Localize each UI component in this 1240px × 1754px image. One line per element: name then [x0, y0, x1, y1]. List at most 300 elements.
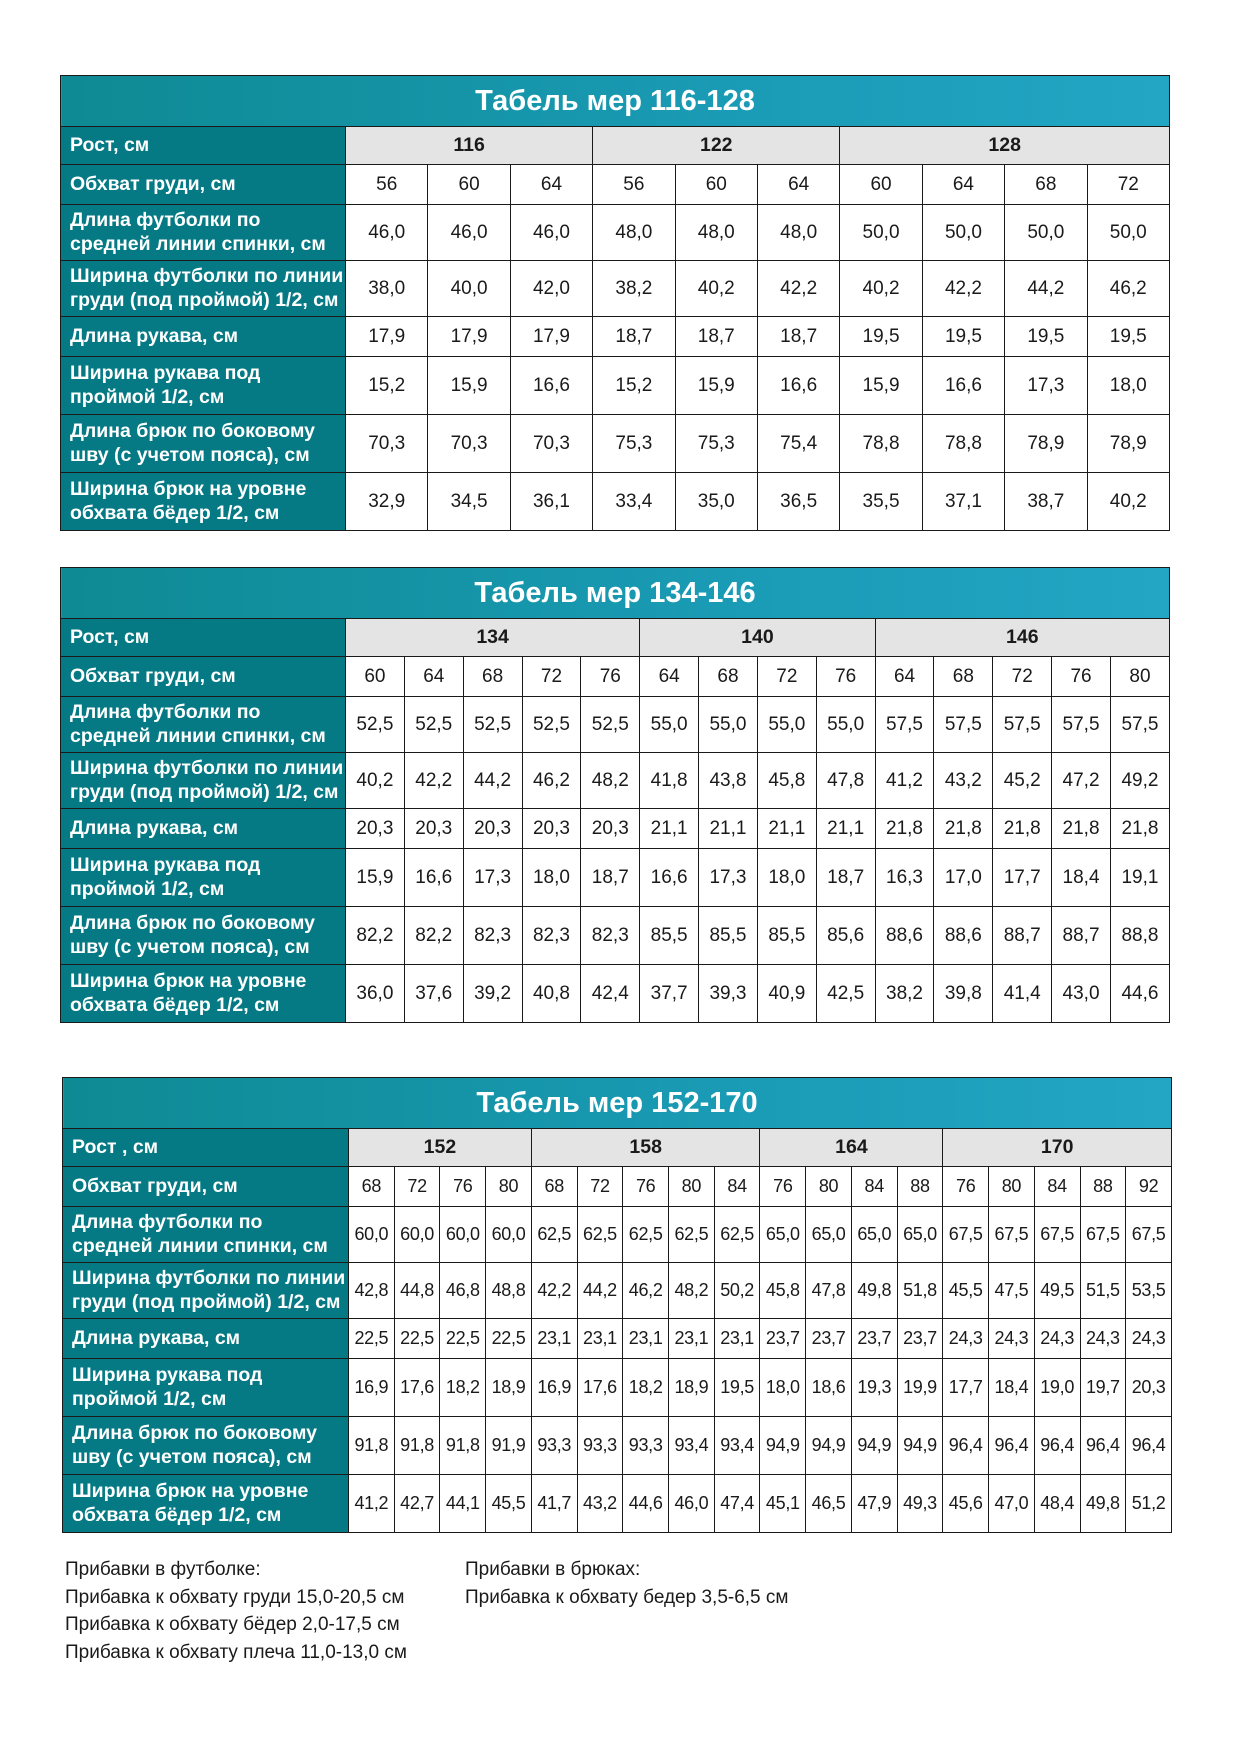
value-cell: 93,3 [577, 1417, 623, 1475]
value-cell: 21,8 [1110, 809, 1169, 849]
value-cell: 88,7 [993, 907, 1052, 965]
value-cell: 37,1 [922, 473, 1004, 531]
value-cell: 18,7 [816, 849, 875, 907]
value-cell: 96,4 [989, 1417, 1035, 1475]
chest-cell: 68 [463, 657, 522, 697]
value-cell: 22,5 [394, 1319, 440, 1359]
chest-cell: 76 [943, 1167, 989, 1207]
value-cell: 16,6 [404, 849, 463, 907]
table-row [61, 809, 1170, 849]
value-cell: 93,3 [623, 1417, 669, 1475]
value-cell: 17,9 [346, 317, 428, 357]
value-cell: 24,3 [989, 1319, 1035, 1359]
value-cell: 17,9 [510, 317, 592, 357]
value-cell: 39,2 [463, 965, 522, 1023]
row-label: Длина футболки по средней линии спинки, см [61, 205, 346, 261]
value-cell: 47,8 [806, 1263, 852, 1319]
value-cell: 15,9 [346, 849, 405, 907]
value-cell: 91,8 [394, 1417, 440, 1475]
row-label: Ширина рукава под проймой 1/2, см [63, 1359, 349, 1417]
value-cell: 19,5 [922, 317, 1004, 357]
value-cell: 24,3 [1034, 1319, 1080, 1359]
height-group-146: 146 [875, 619, 1169, 657]
value-cell: 62,5 [669, 1207, 715, 1263]
value-cell: 48,0 [675, 205, 757, 261]
row-label: Ширина брюк на уровне обхвата бёдер 1/2, см [61, 965, 346, 1023]
value-cell: 51,8 [897, 1263, 943, 1319]
value-cell: 41,2 [875, 753, 934, 809]
value-cell: 44,6 [1110, 965, 1169, 1023]
value-cell: 85,6 [816, 907, 875, 965]
table-row [63, 1359, 1172, 1417]
chest-cell: 60 [840, 165, 922, 205]
table-row [63, 1207, 1172, 1263]
row-label: Ширина брюк на уровне обхвата бёдер 1/2, см [61, 473, 346, 531]
chest-cell: 92 [1126, 1167, 1172, 1207]
value-cell: 39,8 [934, 965, 993, 1023]
pants-allowances [465, 1556, 788, 1611]
value-cell: 18,7 [593, 317, 675, 357]
table-row [63, 1475, 1172, 1533]
value-cell: 57,5 [1052, 697, 1111, 753]
value-cell: 93,3 [531, 1417, 577, 1475]
table-title: Табель мер 152-170 [63, 1078, 1172, 1129]
value-cell: 47,5 [989, 1263, 1035, 1319]
height-group-134: 134 [346, 619, 640, 657]
table-row [61, 965, 1170, 1023]
value-cell: 39,3 [699, 965, 758, 1023]
row-label: Ширина рукава под проймой 1/2, см [61, 357, 346, 415]
value-cell: 17,7 [943, 1359, 989, 1417]
chest-cell: 88 [897, 1167, 943, 1207]
value-cell: 21,8 [875, 809, 934, 849]
value-cell: 40,2 [840, 261, 922, 317]
chest-cell: 72 [1087, 165, 1169, 205]
value-cell: 36,1 [510, 473, 592, 531]
row-label: Длина футболки по средней линии спинки, см [63, 1207, 349, 1263]
value-cell: 75,3 [675, 415, 757, 473]
value-cell: 41,7 [531, 1475, 577, 1533]
value-cell: 70,3 [428, 415, 510, 473]
value-cell: 19,5 [714, 1359, 760, 1417]
value-cell: 46,0 [428, 205, 510, 261]
value-cell: 57,5 [875, 697, 934, 753]
value-cell: 17,7 [993, 849, 1052, 907]
value-cell: 20,3 [346, 809, 405, 849]
value-cell: 88,6 [934, 907, 993, 965]
value-cell: 16,3 [875, 849, 934, 907]
table-row [63, 1263, 1172, 1319]
value-cell: 38,7 [1005, 473, 1087, 531]
value-cell: 42,7 [394, 1475, 440, 1533]
value-cell: 44,2 [1005, 261, 1087, 317]
value-cell: 93,4 [714, 1417, 760, 1475]
value-cell: 91,8 [440, 1417, 486, 1475]
value-cell: 46,2 [623, 1263, 669, 1319]
chest-cell: 80 [1110, 657, 1169, 697]
height-label: Рост, см [61, 619, 346, 657]
value-cell: 41,8 [640, 753, 699, 809]
value-cell: 38,2 [875, 965, 934, 1023]
table-row [61, 473, 1170, 531]
height-group-152: 152 [349, 1129, 532, 1167]
value-cell: 88,8 [1110, 907, 1169, 965]
value-cell: 75,3 [593, 415, 675, 473]
value-cell: 49,8 [851, 1263, 897, 1319]
chest-cell: 80 [486, 1167, 532, 1207]
value-cell: 52,5 [581, 697, 640, 753]
value-cell: 96,4 [1126, 1417, 1172, 1475]
value-cell: 62,5 [577, 1207, 623, 1263]
shirt-allowance-line: Прибавка к обхвату груди 15,0-20,5 см [65, 1586, 405, 1608]
value-cell: 32,9 [346, 473, 428, 531]
value-cell: 15,2 [346, 357, 428, 415]
value-cell: 36,5 [757, 473, 839, 531]
value-cell: 48,8 [486, 1263, 532, 1319]
value-cell: 21,8 [1052, 809, 1111, 849]
value-cell: 67,5 [943, 1207, 989, 1263]
row-label: Ширина футболки по линии груди (под проймой) 1/2, см [61, 261, 346, 317]
value-cell: 62,5 [623, 1207, 669, 1263]
value-cell: 60,0 [440, 1207, 486, 1263]
shirt-allowances-title: Прибавки в футболке: [65, 1559, 261, 1580]
value-cell: 21,1 [640, 809, 699, 849]
size-table-134-146 [60, 567, 1170, 1023]
pants-allowance-line: Прибавка к обхвату бедер 3,5-6,5 см [465, 1586, 789, 1608]
value-cell: 47,4 [714, 1475, 760, 1533]
value-cell: 60,0 [394, 1207, 440, 1263]
chest-cell: 76 [623, 1167, 669, 1207]
value-cell: 17,3 [699, 849, 758, 907]
value-cell: 82,3 [522, 907, 581, 965]
chest-cell: 60 [675, 165, 757, 205]
value-cell: 19,0 [1034, 1359, 1080, 1417]
value-cell: 34,5 [428, 473, 510, 531]
shirt-allowances [65, 1556, 407, 1666]
value-cell: 46,0 [346, 205, 428, 261]
chest-cell: 60 [428, 165, 510, 205]
value-cell: 18,0 [760, 1359, 806, 1417]
chest-cell: 72 [577, 1167, 623, 1207]
table-row [61, 697, 1170, 753]
value-cell: 46,5 [806, 1475, 852, 1533]
value-cell: 23,1 [531, 1319, 577, 1359]
value-cell: 78,9 [1087, 415, 1169, 473]
row-label: Длина рукава, см [61, 809, 346, 849]
value-cell: 45,5 [486, 1475, 532, 1533]
value-cell: 46,8 [440, 1263, 486, 1319]
value-cell: 21,1 [816, 809, 875, 849]
value-cell: 18,6 [806, 1359, 852, 1417]
chest-cell: 88 [1080, 1167, 1126, 1207]
chest-cell: 68 [349, 1167, 395, 1207]
value-cell: 18,2 [440, 1359, 486, 1417]
value-cell: 82,2 [404, 907, 463, 965]
chest-cell: 76 [760, 1167, 806, 1207]
value-cell: 40,9 [757, 965, 816, 1023]
value-cell: 37,7 [640, 965, 699, 1023]
chest-cell: 84 [714, 1167, 760, 1207]
value-cell: 96,4 [1080, 1417, 1126, 1475]
height-group-140: 140 [640, 619, 875, 657]
value-cell: 24,3 [1080, 1319, 1126, 1359]
value-cell: 52,5 [522, 697, 581, 753]
chest-cell: 76 [1052, 657, 1111, 697]
value-cell: 19,5 [840, 317, 922, 357]
size-table-152-170 [62, 1077, 1172, 1533]
value-cell: 36,0 [346, 965, 405, 1023]
value-cell: 35,0 [675, 473, 757, 531]
value-cell: 42,2 [404, 753, 463, 809]
value-cell: 94,9 [897, 1417, 943, 1475]
row-label: Ширина рукава под проймой 1/2, см [61, 849, 346, 907]
row-label: Ширина брюк на уровне обхвата бёдер 1/2, см [63, 1475, 349, 1533]
row-label: Длина брюк по боковому шву (с учетом пояса), см [63, 1417, 349, 1475]
value-cell: 42,0 [510, 261, 592, 317]
value-cell: 22,5 [486, 1319, 532, 1359]
table-row [63, 1319, 1172, 1359]
value-cell: 15,9 [675, 357, 757, 415]
value-cell: 18,7 [581, 849, 640, 907]
value-cell: 33,4 [593, 473, 675, 531]
value-cell: 18,7 [675, 317, 757, 357]
value-cell: 16,6 [640, 849, 699, 907]
value-cell: 22,5 [349, 1319, 395, 1359]
value-cell: 17,0 [934, 849, 993, 907]
value-cell: 19,5 [1005, 317, 1087, 357]
value-cell: 85,5 [640, 907, 699, 965]
value-cell: 23,7 [760, 1319, 806, 1359]
value-cell: 22,5 [440, 1319, 486, 1359]
value-cell: 16,9 [349, 1359, 395, 1417]
value-cell: 37,6 [404, 965, 463, 1023]
chest-cell: 56 [593, 165, 675, 205]
value-cell: 43,8 [699, 753, 758, 809]
row-label: Длина брюк по боковому шву (с учетом пояса), см [61, 907, 346, 965]
chest-cell: 72 [757, 657, 816, 697]
shirt-allowance-line: Прибавка к обхвату плеча 11,0-13,0 см [65, 1641, 407, 1663]
value-cell: 46,0 [510, 205, 592, 261]
chest-cell: 64 [640, 657, 699, 697]
value-cell: 50,2 [714, 1263, 760, 1319]
size-table-116-128 [60, 75, 1170, 531]
value-cell: 65,0 [806, 1207, 852, 1263]
value-cell: 44,8 [394, 1263, 440, 1319]
chest-cell: 80 [806, 1167, 852, 1207]
value-cell: 44,1 [440, 1475, 486, 1533]
value-cell: 20,3 [463, 809, 522, 849]
value-cell: 55,0 [699, 697, 758, 753]
value-cell: 82,3 [463, 907, 522, 965]
value-cell: 52,5 [463, 697, 522, 753]
value-cell: 23,1 [623, 1319, 669, 1359]
chest-label: Обхват груди, см [61, 165, 346, 205]
value-cell: 96,4 [1034, 1417, 1080, 1475]
value-cell: 20,3 [404, 809, 463, 849]
chest-cell: 72 [522, 657, 581, 697]
value-cell: 38,0 [346, 261, 428, 317]
value-cell: 24,3 [943, 1319, 989, 1359]
height-group-170: 170 [943, 1129, 1172, 1167]
value-cell: 16,6 [757, 357, 839, 415]
value-cell: 57,5 [993, 697, 1052, 753]
chest-label: Обхват груди, см [61, 657, 346, 697]
table-row [61, 753, 1170, 809]
table-title: Табель мер 116-128 [61, 76, 1170, 127]
value-cell: 94,9 [806, 1417, 852, 1475]
value-cell: 85,5 [699, 907, 758, 965]
value-cell: 50,0 [840, 205, 922, 261]
value-cell: 48,2 [669, 1263, 715, 1319]
value-cell: 24,3 [1126, 1319, 1172, 1359]
chest-cell: 84 [1034, 1167, 1080, 1207]
table-row [61, 357, 1170, 415]
chest-cell: 76 [581, 657, 640, 697]
chest-cell: 72 [993, 657, 1052, 697]
value-cell: 82,3 [581, 907, 640, 965]
value-cell: 50,0 [922, 205, 1004, 261]
value-cell: 49,2 [1110, 753, 1169, 809]
value-cell: 15,9 [428, 357, 510, 415]
value-cell: 47,9 [851, 1475, 897, 1533]
value-cell: 17,3 [1005, 357, 1087, 415]
value-cell: 35,5 [840, 473, 922, 531]
value-cell: 48,2 [581, 753, 640, 809]
value-cell: 52,5 [404, 697, 463, 753]
chest-cell: 80 [669, 1167, 715, 1207]
value-cell: 45,6 [943, 1475, 989, 1533]
chest-cell: 68 [934, 657, 993, 697]
value-cell: 46,0 [669, 1475, 715, 1533]
value-cell: 40,8 [522, 965, 581, 1023]
value-cell: 49,5 [1034, 1263, 1080, 1319]
value-cell: 96,4 [943, 1417, 989, 1475]
chest-cell: 76 [816, 657, 875, 697]
value-cell: 42,5 [816, 965, 875, 1023]
value-cell: 47,2 [1052, 753, 1111, 809]
value-cell: 67,5 [1126, 1207, 1172, 1263]
value-cell: 47,0 [989, 1475, 1035, 1533]
value-cell: 18,9 [669, 1359, 715, 1417]
value-cell: 21,1 [699, 809, 758, 849]
value-cell: 57,5 [1110, 697, 1169, 753]
row-label: Длина рукава, см [63, 1319, 349, 1359]
chest-cell: 68 [1005, 165, 1087, 205]
value-cell: 45,5 [943, 1263, 989, 1319]
value-cell: 67,5 [989, 1207, 1035, 1263]
value-cell: 45,1 [760, 1475, 806, 1533]
chest-cell: 64 [922, 165, 1004, 205]
value-cell: 42,2 [922, 261, 1004, 317]
row-label: Ширина футболки по линии груди (под проймой) 1/2, см [63, 1263, 349, 1319]
value-cell: 93,4 [669, 1417, 715, 1475]
value-cell: 62,5 [531, 1207, 577, 1263]
value-cell: 18,7 [757, 317, 839, 357]
value-cell: 42,4 [581, 965, 640, 1023]
value-cell: 55,0 [757, 697, 816, 753]
table-row [61, 849, 1170, 907]
value-cell: 88,7 [1052, 907, 1111, 965]
value-cell: 18,9 [486, 1359, 532, 1417]
value-cell: 50,0 [1087, 205, 1169, 261]
value-cell: 19,3 [851, 1359, 897, 1417]
value-cell: 55,0 [816, 697, 875, 753]
table-row [61, 907, 1170, 965]
value-cell: 65,0 [851, 1207, 897, 1263]
value-cell: 60,0 [349, 1207, 395, 1263]
value-cell: 23,1 [714, 1319, 760, 1359]
chest-cell: 60 [346, 657, 405, 697]
value-cell: 16,9 [531, 1359, 577, 1417]
value-cell: 45,2 [993, 753, 1052, 809]
value-cell: 21,8 [993, 809, 1052, 849]
value-cell: 18,4 [1052, 849, 1111, 907]
value-cell: 16,6 [510, 357, 592, 415]
value-cell: 21,1 [757, 809, 816, 849]
row-label: Длина брюк по боковому шву (с учетом пояса), см [61, 415, 346, 473]
value-cell: 42,8 [349, 1263, 395, 1319]
height-group-158: 158 [531, 1129, 760, 1167]
value-cell: 41,4 [993, 965, 1052, 1023]
value-cell: 23,7 [851, 1319, 897, 1359]
value-cell: 17,3 [463, 849, 522, 907]
value-cell: 18,2 [623, 1359, 669, 1417]
value-cell: 17,9 [428, 317, 510, 357]
value-cell: 49,8 [1080, 1475, 1126, 1533]
value-cell: 42,2 [757, 261, 839, 317]
value-cell: 53,5 [1126, 1263, 1172, 1319]
value-cell: 17,6 [577, 1359, 623, 1417]
value-cell: 19,7 [1080, 1359, 1126, 1417]
value-cell: 21,8 [934, 809, 993, 849]
table-row [61, 205, 1170, 261]
table-row [61, 317, 1170, 357]
value-cell: 43,2 [577, 1475, 623, 1533]
value-cell: 78,8 [840, 415, 922, 473]
chest-cell: 64 [875, 657, 934, 697]
value-cell: 18,0 [757, 849, 816, 907]
row-label: Длина рукава, см [61, 317, 346, 357]
table-row [61, 415, 1170, 473]
value-cell: 85,5 [757, 907, 816, 965]
value-cell: 23,7 [897, 1319, 943, 1359]
value-cell: 65,0 [897, 1207, 943, 1263]
row-label: Ширина футболки по линии груди (под проймой) 1/2, см [61, 753, 346, 809]
value-cell: 19,5 [1087, 317, 1169, 357]
value-cell: 20,3 [1126, 1359, 1172, 1417]
value-cell: 43,2 [934, 753, 993, 809]
value-cell: 52,5 [346, 697, 405, 753]
value-cell: 82,2 [346, 907, 405, 965]
chest-cell: 84 [851, 1167, 897, 1207]
value-cell: 62,5 [714, 1207, 760, 1263]
row-label: Длина футболки по средней линии спинки, см [61, 697, 346, 753]
value-cell: 38,2 [593, 261, 675, 317]
height-group-128: 128 [840, 127, 1170, 165]
value-cell: 88,6 [875, 907, 934, 965]
value-cell: 67,5 [1034, 1207, 1080, 1263]
value-cell: 51,5 [1080, 1263, 1126, 1319]
value-cell: 44,2 [463, 753, 522, 809]
value-cell: 42,2 [531, 1263, 577, 1319]
value-cell: 91,9 [486, 1417, 532, 1475]
chest-cell: 76 [440, 1167, 486, 1207]
value-cell: 48,4 [1034, 1475, 1080, 1533]
value-cell: 48,0 [757, 205, 839, 261]
value-cell: 45,8 [757, 753, 816, 809]
value-cell: 40,2 [675, 261, 757, 317]
value-cell: 44,2 [577, 1263, 623, 1319]
